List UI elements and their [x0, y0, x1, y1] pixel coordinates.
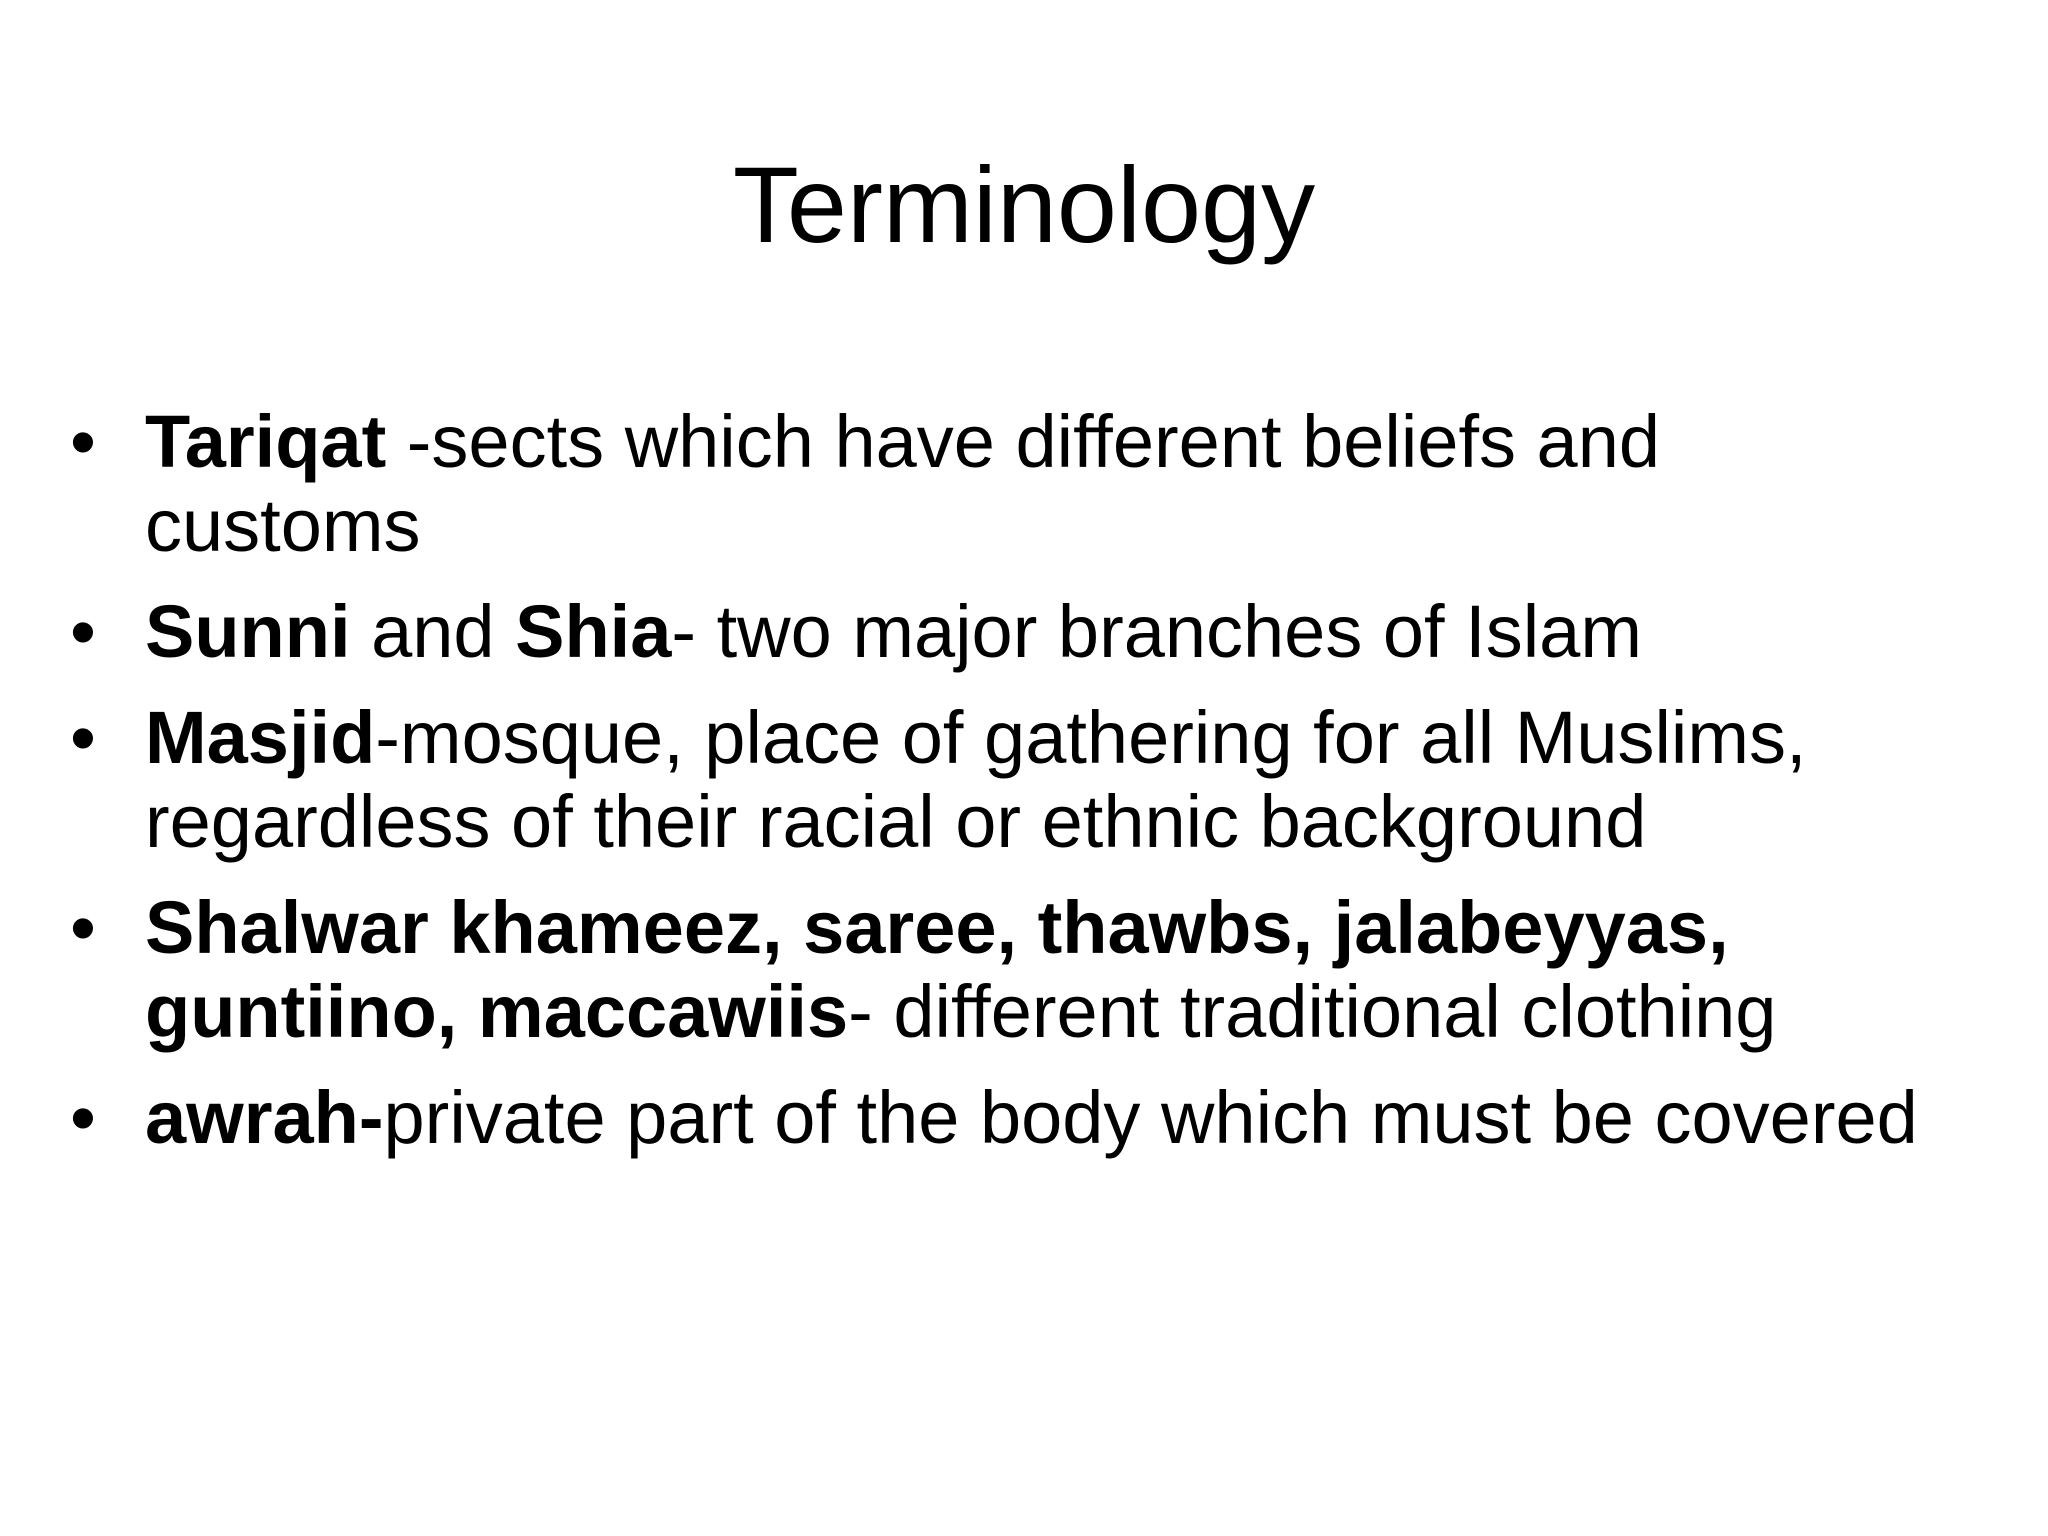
list-item-sunni-shia [70, 590, 1930, 674]
bullet-icon: • [70, 696, 96, 779]
definition-text: -mosque, place of gathering for all Muslims, regardless of their racial or ethnic background [145, 696, 1807, 863]
list-item-awrah [70, 1076, 1930, 1160]
slide-title: Terminology [732, 144, 1316, 265]
list-item-tariqat [70, 400, 1930, 568]
term-label-secondary: Shia [515, 590, 672, 673]
term-label: Sunni [145, 590, 351, 673]
list-item-masjid [70, 696, 1930, 864]
term-label: Tariqat [145, 400, 387, 483]
term-label: Shalwar khameez, saree, thawbs, jalabeyyas, guntiino, maccawiis [145, 886, 1729, 1053]
bullet-icon: • [70, 1076, 96, 1159]
list-item-clothing [70, 886, 1930, 1054]
term-label: awrah- [145, 1076, 384, 1159]
definition-text: private part of the body which must be covered [383, 1076, 1918, 1159]
definition-text: - different traditional clothing [848, 970, 1777, 1053]
connector-text: and [350, 590, 516, 673]
definition-text: -sects which have different beliefs and customs [145, 400, 1661, 567]
term-label: Masjid [145, 696, 376, 779]
definition-text: - two major branches of Islam [671, 590, 1642, 673]
bullet-icon: • [70, 590, 96, 673]
bullet-icon: • [70, 400, 96, 483]
bullet-list [70, 400, 1930, 1182]
bullet-icon: • [70, 886, 96, 969]
